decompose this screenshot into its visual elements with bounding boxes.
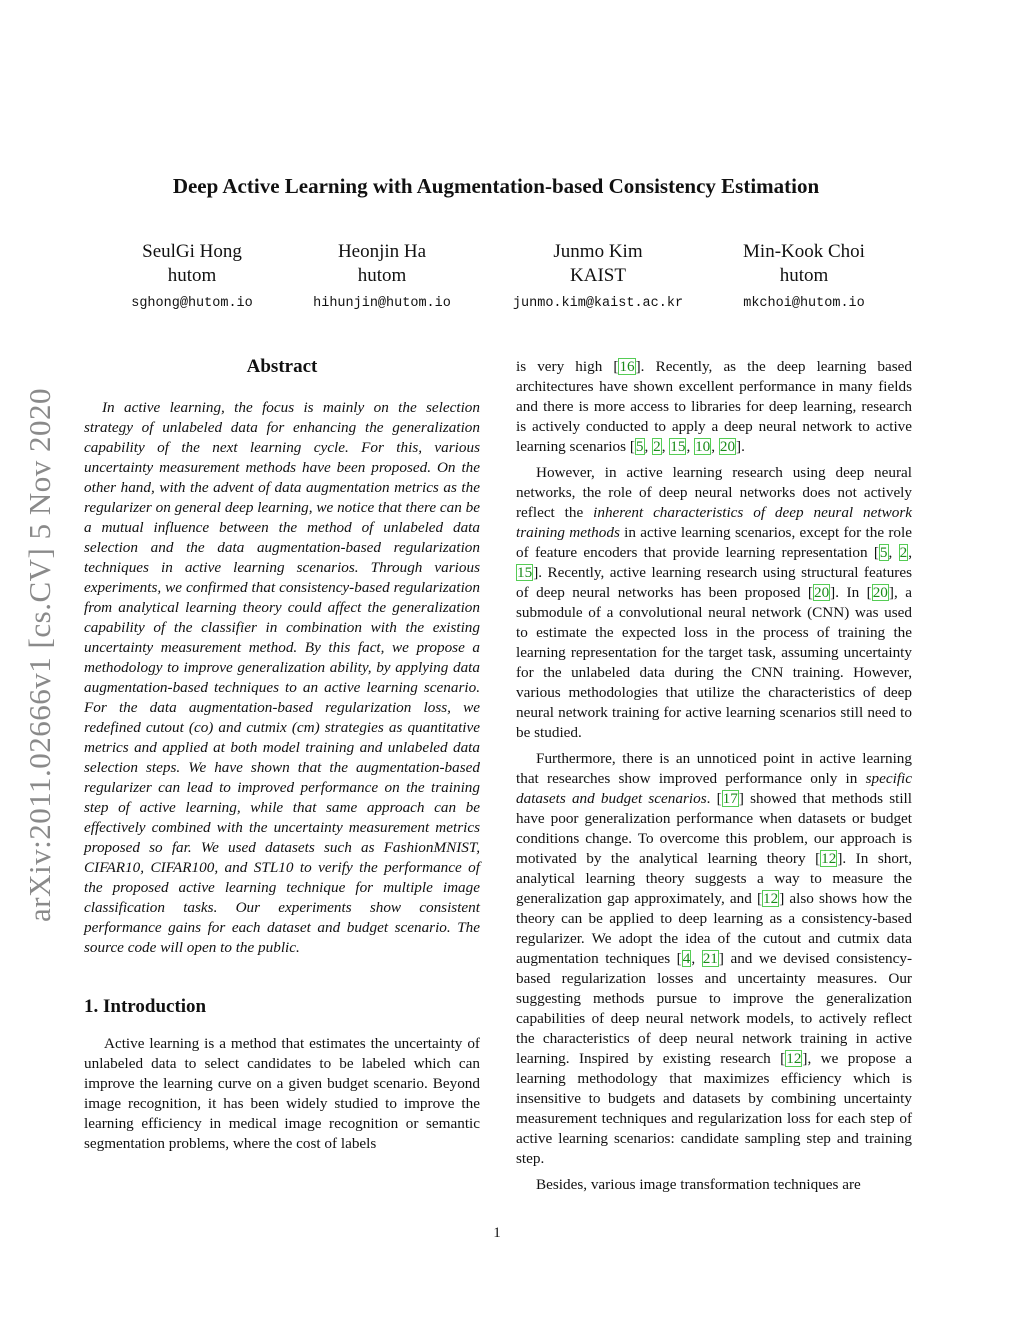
citation-link[interactable]: 16 (619, 358, 635, 375)
arxiv-stamp (18, 350, 62, 960)
citation-link[interactable]: 17 (722, 790, 738, 807)
arxiv-stamp-text: arXiv:2011.02666v1 [cs.CV] 5 Nov 2020 (22, 388, 57, 922)
author-name: Min-Kook Choi (743, 241, 865, 262)
author-email: sghong@hutom.io (131, 296, 253, 311)
citation-link[interactable]: 20 (872, 584, 888, 601)
author-affiliation: hutom (357, 265, 407, 286)
abstract-heading: Abstract (246, 356, 318, 377)
citation-link[interactable]: 21 (702, 950, 718, 967)
citation-link[interactable]: 10 (695, 438, 711, 455)
body-paragraph: is very high [16]. Recently, as the deep learning based architectures have shown excellent performance in many fields and there is more access to libraries for deep learning, research is actively conducted to apply a deep neural network to active learning scenarios [5, 2, 15, 10, 20]. (516, 358, 912, 455)
citation-link[interactable]: 15 (670, 438, 686, 455)
citation-link[interactable]: 4 (682, 950, 691, 967)
citation-link[interactable]: 12 (786, 1050, 802, 1067)
right-column (516, 357, 912, 1201)
citation-link[interactable]: 2 (653, 438, 661, 455)
author-email: junmo.kim@kaist.ac.kr (512, 296, 684, 311)
author-name: Heonjin Ha (337, 241, 427, 262)
author-name: Junmo Kim (553, 241, 643, 262)
citation-link[interactable]: 15 (517, 564, 533, 581)
citation-link[interactable]: 20 (813, 584, 830, 601)
citation-link[interactable]: 12 (763, 890, 779, 907)
abstract-text: In active learning, the focus is mainly on the selection strategy of unlabeled data for enhancing the generalization capability of the next learning cycle. For this, various uncertainty measurement methods have been proposed. On the other hand, with the advent of data augmentation metrics as the regularizer on general deep learning, we notice that there can be a mutual influence between the method of unlabeled data selection and the data augmentation-based regularization techniques in active learning scenarios. Through various experiments, we confirmed that consistency-based regularization from analytical learning theory could affect the generalization capability of the classifier in combination with the existing uncertainty measurement method. By this fact, we propose a methodology to improve generalization ability, by applying data augmentation-based techniques to an active learning scenario. For the data augmentation-based regularization loss, we redefined cutout (co) and cutmix (cm) strategies as quantitative metrics and applied at both model training and unlabeled data selection steps. We have shown that the augmentation-based regularizer can lead to improved performance on the training step of active learning, while that same approach can be effectively combined with the uncertainty measurement metrics proposed so far. We used datasets such as FashionMNIST, CIFAR10, CIFAR100, and STL10 to verify the performance of the proposed active learning technique for multiple image classification tasks. Our experiments show consistent performance gains for each dataset and budget scenario. The source code will open to the public. (84, 399, 480, 956)
page-number: 1 (493, 1225, 501, 1241)
citation-link[interactable]: 2 (899, 544, 908, 561)
section-heading-introduction: 1. Introduction (84, 996, 207, 1017)
author-block (82, 240, 302, 311)
citation-link[interactable]: 12 (821, 850, 837, 867)
author-block (488, 240, 708, 311)
author-email: mkchoi@hutom.io (743, 296, 865, 311)
author-block (272, 240, 492, 311)
body-paragraph: However, in active learning research using deep neural networks, the role of deep neural networks does not actively reflect the inherent characteristics of deep neural network training methods in active learning scenarios, except for the role of feature encoders that provide learning representation [5, 2, 15]. Recently, active learning research using structural features of deep neural networks has been proposed [20]. In [20], a submodule of a convolutional neural network (CNN) was used to estimate the expected loss in the process of training the learning representation for the target task, assuming uncertainty for the unlabeled data during the CNN training. However, various methodologies that utilize the characteristics of deep neural network training for active learning scenarios still need to be studied. (516, 464, 912, 741)
author-affiliation: KAIST (570, 265, 626, 286)
citation-link[interactable]: 20 (719, 438, 736, 455)
intro-paragraph: Active learning is a method that estimates the uncertainty of unlabeled data to select candidates to be labeled which can improve the learning curve on a given budget scenario. Beyond image recognition, it has been widely studied to improve the learning efficiency in medical image recognition or semantic segmentation problems, where the cost of labels (84, 1035, 480, 1152)
citation-link[interactable]: 5 (635, 438, 644, 455)
left-column (84, 354, 480, 1160)
author-affiliation: hutom (167, 265, 217, 286)
paper-title: Deep Active Learning with Augmentation-based Consistency Estimation (172, 174, 820, 198)
author-name: SeulGi Hong (142, 241, 242, 262)
author-block (694, 240, 914, 311)
body-paragraph: Furthermore, there is an unnoticed point in active learning that researches show improved performance only in specific datasets and budget scenarios. [17] showed that methods still have poor generalization performance when datasets or budget conditions change. To overcome this problem, our approach is motivated by the analytical learning theory [12]. In short, analytical learning theory suggests a way to measure the generalization gap approximately, and [12] also shows how the theory can be applied to deep learning as a consistency-based regularizer. We adopt the idea of the cutout and cutmix data augmentation techniques [4, 21] and we devised consistency-based regularization losses and uncertainty measures. Our suggesting methods pursue to improve the generalization capabilities of deep neural network models, to actively reflect the characteristics of deep neural network training in active learning. Inspired by existing research [12], we propose a learning methodology that maximizes efficiency which is insensitive to budgets and datasets by combining uncertainty measurement techniques and regularization loss for each step of active learning scenarios: candidate sampling step and training step. (516, 750, 913, 1167)
author-email: hihunjin@hutom.io (313, 296, 451, 311)
author-affiliation: hutom (779, 265, 829, 286)
citation-link[interactable]: 5 (879, 544, 888, 561)
body-paragraph: Besides, various image transformation techniques are (536, 1176, 861, 1193)
